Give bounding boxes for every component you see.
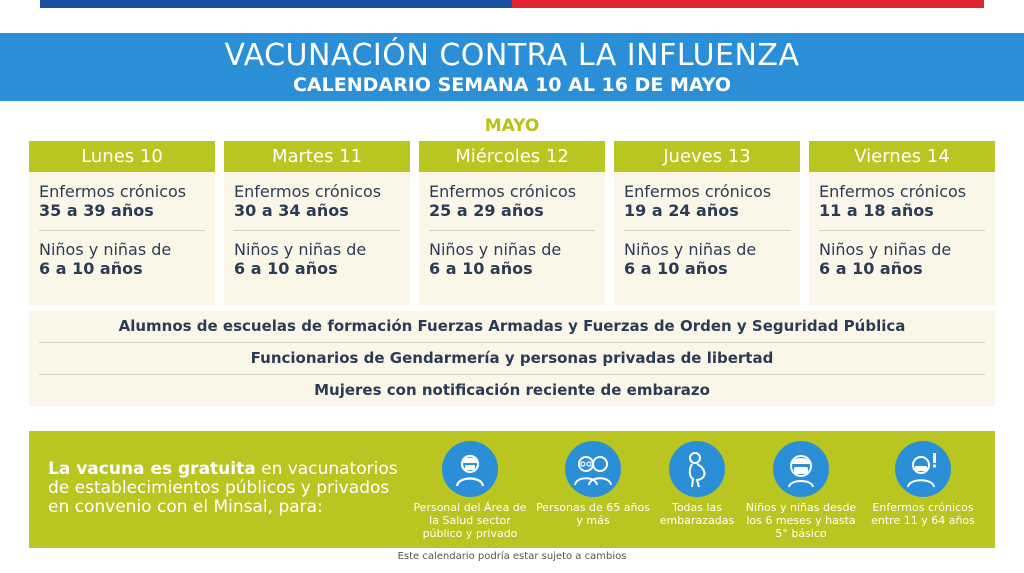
target-group: [863, 441, 983, 527]
group-label: Enfermos crónicos: [429, 182, 577, 201]
flag-stripe: [40, 0, 984, 8]
group-age: 30 a 34 años: [234, 201, 349, 220]
group-label: Enfermos crónicos: [819, 182, 967, 201]
divider: [819, 230, 985, 231]
pregnant-woman-icon: [669, 441, 725, 497]
group-label: Niños y niñas de: [234, 240, 367, 259]
page-title: VACUNACIÓN CONTRA LA INFLUENZA: [224, 38, 800, 73]
day-columns: [29, 141, 995, 305]
group-age: 19 a 24 años: [624, 201, 739, 220]
day-header: Lunes 10: [29, 141, 215, 172]
day-column: [224, 141, 410, 305]
divider: [234, 230, 400, 231]
target-group-label: Todas las embarazadas: [659, 501, 735, 527]
target-group-label: Enfermos crónicos entre 11 y 64 años: [871, 501, 975, 527]
day-column: [809, 141, 995, 305]
free-vaccine-text: [48, 460, 408, 517]
free-vaccine-panel: [29, 431, 995, 548]
group-age: 25 a 29 años: [429, 201, 544, 220]
day-header: Miércoles 12: [419, 141, 605, 172]
chronic-patient-icon: [895, 441, 951, 497]
target-group: [741, 441, 861, 540]
free-vaccine-rest: en vacunatorios de establecimientos públicos y privados en convenio con el Minsal, para:: [48, 459, 398, 517]
day-header: Martes 11: [224, 141, 410, 172]
child-mask-icon: [773, 441, 829, 497]
group-row: Mujeres con notificación reciente de embarazo: [314, 381, 710, 399]
disclaimer-note: Este calendario podría estar sujeto a cambios: [397, 551, 627, 562]
day-header: Viernes 14: [809, 141, 995, 172]
divider: [39, 230, 205, 231]
flag-stripe-blue: [40, 0, 512, 8]
group-row: Alumnos de escuelas de formación Fuerzas Armadas y Fuerzas de Orden y Seguridad Pública: [118, 317, 906, 335]
day-body: [29, 172, 215, 305]
target-group-label: Personas de 65 años y más: [536, 501, 650, 527]
group-label: Niños y niñas de: [429, 240, 562, 259]
target-group: [533, 441, 653, 527]
target-group: [410, 441, 530, 540]
group-age: 6 a 10 años: [429, 259, 533, 278]
group-label: Niños y niñas de: [39, 240, 172, 259]
day-column: [29, 141, 215, 305]
divider: [624, 230, 790, 231]
group-age: 6 a 10 años: [819, 259, 923, 278]
month-label: MAYO: [484, 116, 540, 136]
divider: [429, 230, 595, 231]
additional-groups: [29, 311, 995, 406]
day-header: Jueves 13: [614, 141, 800, 172]
day-body: [809, 172, 995, 305]
flag-stripe-red: [512, 0, 984, 8]
group-age: 6 a 10 años: [624, 259, 728, 278]
page-subtitle: CALENDARIO SEMANA 10 AL 16 DE MAYO: [292, 74, 731, 96]
group-label: Enfermos crónicos: [39, 182, 187, 201]
day-column: [419, 141, 605, 305]
group-age: 6 a 10 años: [234, 259, 338, 278]
day-column: [614, 141, 800, 305]
group-label: Niños y niñas de: [819, 240, 952, 259]
group-label: Niños y niñas de: [624, 240, 757, 259]
target-group-label: Niños y niñas desde los 6 meses y hasta 5° básico: [745, 501, 857, 540]
day-body: [224, 172, 410, 305]
target-group: [637, 441, 757, 527]
elderly-couple-icon: [565, 441, 621, 497]
free-vaccine-bold: La vacuna es gratuita: [48, 459, 256, 479]
group-age: 6 a 10 años: [39, 259, 143, 278]
group-age: 11 a 18 años: [819, 201, 934, 220]
group-age: 35 a 39 años: [39, 201, 154, 220]
target-group-label: Personal del Área de la Salud sector público y privado: [413, 501, 527, 540]
title-banner: [0, 33, 1024, 101]
day-body: [419, 172, 605, 305]
health-worker-icon: [442, 441, 498, 497]
group-label: Enfermos crónicos: [234, 182, 382, 201]
day-body: [614, 172, 800, 305]
group-label: Enfermos crónicos: [624, 182, 772, 201]
group-row: Funcionarios de Gendarmería y personas privadas de libertad: [250, 349, 774, 367]
